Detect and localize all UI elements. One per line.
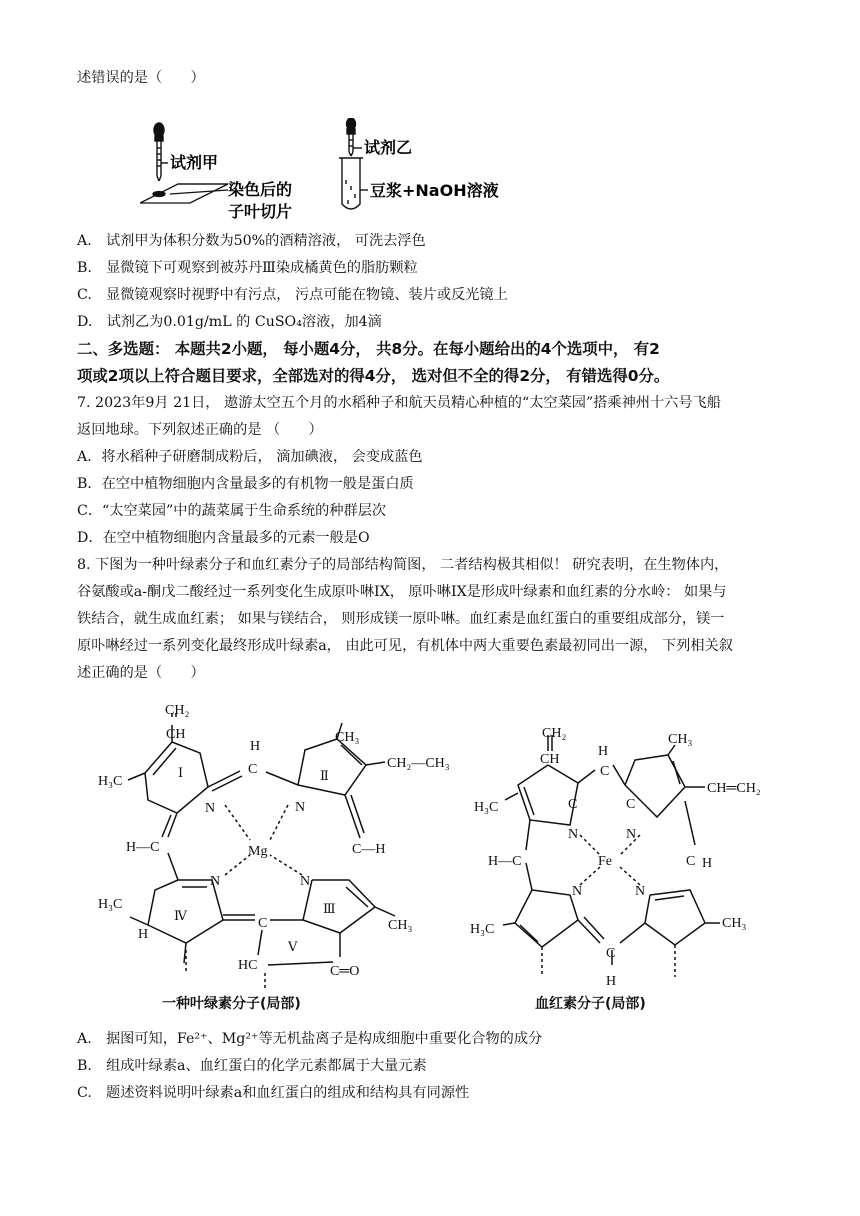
atom-h3c: H₃C (470, 922, 495, 937)
q6-option-c: C. 显微镜观察时视野中有污点， 污点可能在物镜、装片或反光镜上 (77, 287, 508, 303)
q7-option-d: D．在空中植物细胞内含量最多的元素一般是O (77, 530, 370, 546)
atom-c: C (248, 762, 258, 777)
ring-4-label: Ⅳ (174, 908, 187, 923)
test-tube-label: 豆浆+NaOH溶液 (370, 181, 499, 200)
carbonyl-group: C═O (330, 964, 360, 979)
q6-option-d: D. 试剂乙为0.01g/mL 的 CuSO₄溶液，加4滴 (77, 314, 382, 330)
atom-n: N (210, 874, 221, 889)
atom-c: C (606, 946, 616, 961)
atom-ch2: CH₂ (542, 726, 567, 741)
atom-h: H (702, 856, 713, 871)
molecule-structures-figure (90, 695, 790, 1025)
heme-caption: 血红素分子(局部) (535, 996, 646, 1012)
section-2-header-line1: 二、多选题： 本题共2小题， 每小题4分， 共8分。在每小题给出的4个选项中， 有2 (77, 340, 660, 358)
experiment-figure (140, 118, 580, 228)
atom-ch: CH (540, 752, 560, 767)
slice-label-line1: 染色后的 (228, 180, 293, 199)
atom-ch3: CH₃ (722, 916, 747, 931)
atom-hc: HC (238, 958, 258, 973)
ethyl-group: CH₂—CH₃ (387, 756, 450, 771)
question-6-stem-end: 述错误的是（ ） (77, 70, 205, 86)
atom-n: N (572, 884, 583, 899)
q8-stem-line3: 铁结合，就生成血红素； 如果与镁结合， 则形成镁一原卟啉。血红素是血红蛋白的重要组成部分，镁一 (77, 611, 725, 627)
atom-n: N (205, 801, 216, 816)
atom-c: C (626, 797, 636, 812)
q8-stem-line1: 8. 下图为一种叶绿素分子和血红素分子的局部结构简图， 二者结构极其相似！ 研究表明，在生物体内， (77, 557, 729, 573)
vinyl-group: CH═CH₂ (707, 781, 761, 796)
atom-ch3: CH₃ (668, 732, 693, 747)
q8-stem-line5: 述正确的是（ ） (77, 665, 205, 681)
atom-h: H (250, 739, 261, 754)
magnesium-atom: Mg (248, 844, 268, 859)
atom-n: N (635, 884, 646, 899)
atom-c: C (600, 764, 610, 779)
iron-atom: Fe (598, 854, 612, 869)
glass-slide-icon (140, 184, 228, 203)
q8-stem-line2: 谷氨酸或a-酮戊二酸经过一系列变化生成原卟啉IX， 原卟啉IX是形成叶绿素和血红素的分水岭： 如果与 (77, 584, 727, 600)
q7-stem-line2: 返回地球。下列叙述正确的是 （ ） (77, 422, 323, 438)
atom-h: H (598, 744, 609, 759)
reagent-a-label: 试剂甲 (170, 153, 219, 172)
ring-3-label: Ⅲ (323, 901, 336, 916)
ring-2-label: Ⅱ (320, 768, 329, 783)
atom-h3c: H₃C (98, 774, 123, 789)
test-tube-icon (339, 158, 368, 209)
atom-n: N (295, 800, 306, 815)
methine-right: C—H (352, 842, 386, 857)
heme-labels (470, 726, 761, 989)
atom-ch2: CH₂ (165, 703, 190, 718)
atom-h3c: H₃C (474, 800, 499, 815)
atom-c: C (568, 797, 578, 812)
methine-left: H—C (126, 840, 160, 855)
q8-option-a: A. 据图可知，Fe²⁺、Mg²⁺等无机盐离子是构成细胞中重要化合物的成分 (77, 1031, 543, 1047)
atom-h3c: H₃C (98, 897, 123, 912)
q6-option-a: A. 试剂甲为体积分数为50%的酒精溶液， 可洗去浮色 (77, 233, 426, 249)
dropper-b-icon (347, 118, 363, 156)
q7-option-a: A．将水稻种子研磨制成粉后， 滴加碘液， 会变成蓝色 (77, 449, 423, 465)
section-2-header-line2: 项或2项以上符合题目要求，全部选对的得4分， 选对但不全的得2分， 有错选得0分。 (77, 367, 670, 385)
q8-option-c: C. 题述资料说明叶绿素a和血红蛋白的组成和结构具有同源性 (77, 1085, 470, 1101)
ring-1-label: Ⅰ (178, 765, 184, 780)
atom-h: H (138, 927, 149, 942)
q7-option-b: B．在空中植物细胞内含量最多的有机物一般是蛋白质 (77, 476, 414, 492)
reagent-b-label: 试剂乙 (364, 138, 413, 157)
q6-option-b: B. 显微镜下可观察到被苏丹Ⅲ染成橘黄色的脂肪颗粒 (77, 260, 418, 276)
chlorophyll-labels (98, 703, 450, 979)
chlorophyll-caption: 一种叶绿素分子(局部) (162, 996, 301, 1012)
atom-n: N (568, 827, 579, 842)
atom-c: C (686, 854, 696, 869)
atom-n: N (300, 874, 311, 889)
atom-c: C (258, 916, 268, 931)
atom-h: H (606, 974, 617, 989)
atom-n: N (626, 827, 637, 842)
q8-option-b: B. 组成叶绿素a、血红蛋白的化学元素都属于大量元素 (77, 1058, 427, 1074)
q7-option-c: C．“太空菜园”中的蔬菜属于生命系统的种群层次 (77, 503, 387, 519)
atom-ch3: CH₃ (388, 918, 413, 933)
atom-ch: CH (166, 727, 186, 742)
atom-ch3: CH₃ (335, 730, 360, 745)
q8-stem-line4: 原卟啉经过一系列变化最终形成叶绿素a， 由此可见，有机体中两大重要色素最初同出一源， 下列相关叙 (77, 638, 733, 654)
dropper-a-icon (154, 123, 168, 181)
ring-5-label: Ⅴ (288, 939, 298, 954)
methine-left: H—C (488, 854, 522, 869)
slice-label-line2: 子叶切片 (228, 202, 293, 221)
q7-stem-line1: 7. 2023年9月 21日， 遨游太空五个月的水稻种子和航天员精心种植的“太空菜园”搭乘神州十六号飞船 (77, 395, 721, 411)
